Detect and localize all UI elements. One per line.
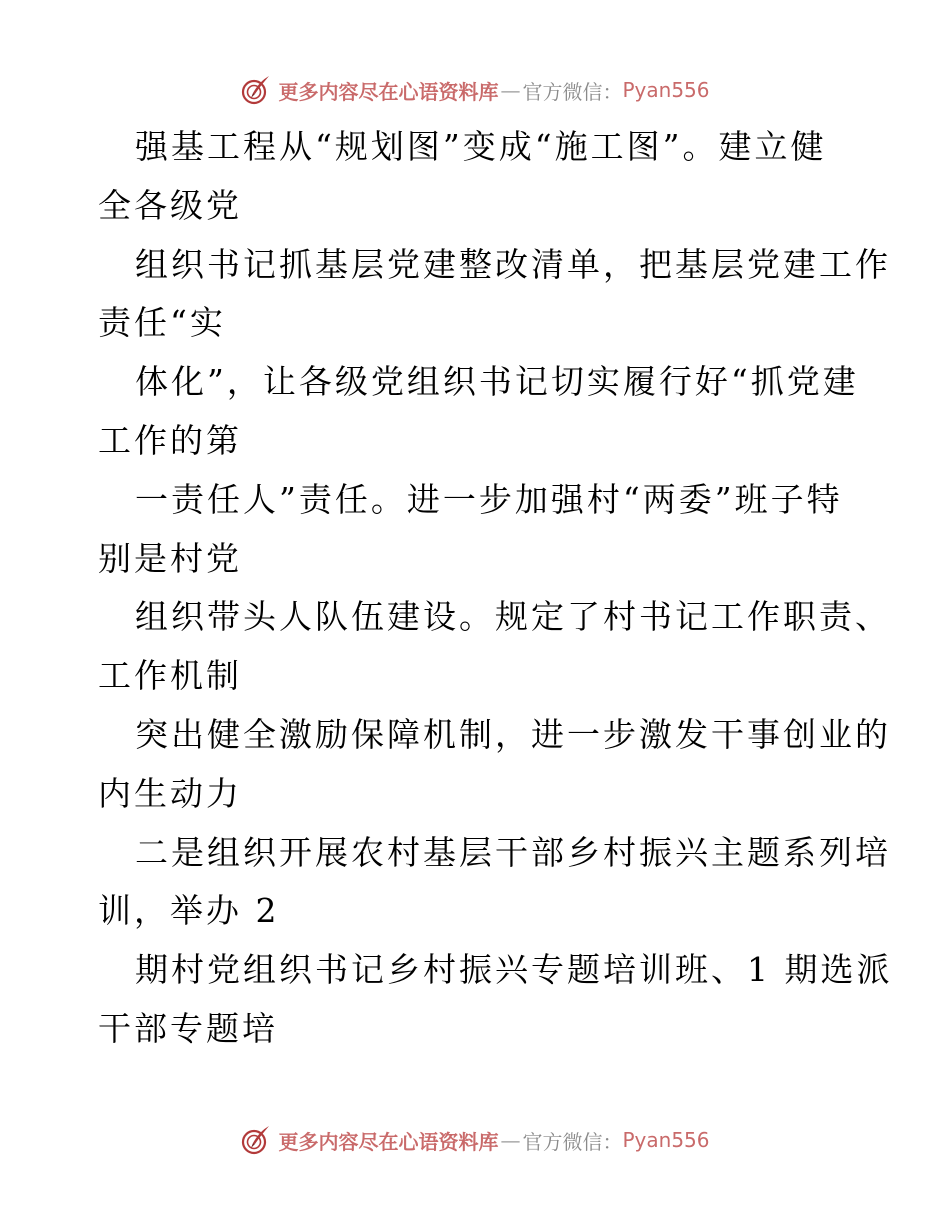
text-line: 期村党组织书记乡村振兴专题培训班、1 期选派 xyxy=(135,950,893,990)
footer-watermark xyxy=(0,1120,950,1160)
text-line: 别是村党 xyxy=(98,538,242,578)
text-line: 一责任人”责任。进一步加强村“两委”班子特 xyxy=(135,479,843,519)
text-line: 二是组织开展农村基层干部乡村振兴主题系列培 xyxy=(135,832,891,872)
watermark-wechat-id: Pyan556 xyxy=(622,78,710,102)
watermark-wechat-id: Pyan556 xyxy=(622,1128,710,1152)
text-line: 体化”，让各级党组织书记切实履行好“抓党建 xyxy=(135,362,859,402)
text-line: 工作机制 xyxy=(98,656,242,696)
watermark-brand: 更多内容尽在心语资料库 xyxy=(278,79,499,104)
watermark-separator: — xyxy=(500,1128,521,1152)
text-line: 组织带头人队伍建设。规定了村书记工作职责、 xyxy=(135,597,891,637)
text-line: 工作的第 xyxy=(98,420,242,460)
text-line: 责任“实 xyxy=(98,303,226,343)
text-line: 强基工程从“规划图”变成“施工图”。建立健 xyxy=(135,127,827,166)
watermark-official-label: 官方微信： xyxy=(522,1129,623,1154)
text-line: 突出健全激励保障机制，进一步激发干事创业的 xyxy=(135,714,891,754)
quill-logo-icon xyxy=(240,74,272,106)
text-line: 组织书记抓基层党建整改清单，把基层党建工作 xyxy=(135,244,891,284)
watermark-brand: 更多内容尽在心语资料库 xyxy=(278,1129,499,1154)
text-line: 训，举办 2 xyxy=(98,891,280,931)
text-line: 全各级党 xyxy=(98,185,242,225)
watermark-separator: — xyxy=(500,78,521,102)
quill-logo-icon xyxy=(240,1124,272,1156)
watermark-official-label: 官方微信： xyxy=(522,79,623,104)
text-line: 内生动力 xyxy=(98,773,242,813)
header-watermark xyxy=(0,70,950,110)
document-body xyxy=(98,118,893,1059)
text-line: 干部专题培 xyxy=(98,1008,278,1048)
